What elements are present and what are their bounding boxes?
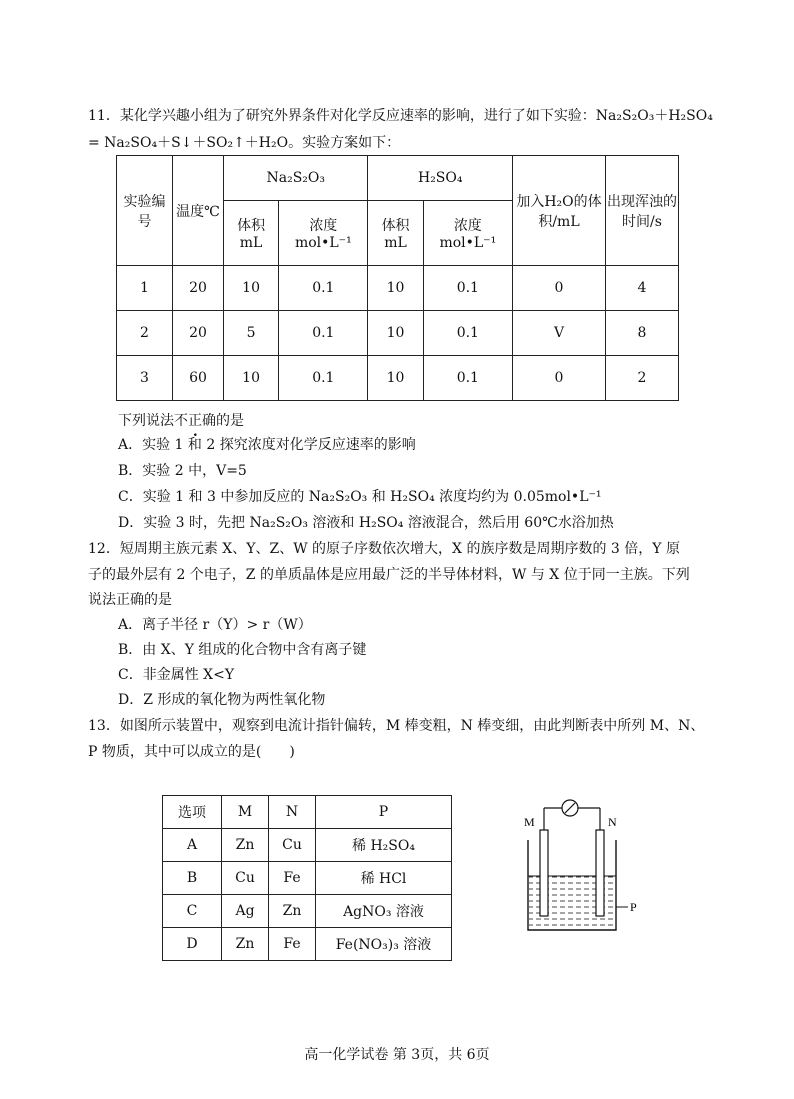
cell: B: [163, 862, 222, 895]
cell: 0: [513, 266, 606, 311]
cell: 稀 HCl: [316, 862, 452, 895]
cell: 10: [368, 311, 423, 356]
cell: 0: [513, 356, 606, 401]
header-temperature: 温度℃: [173, 156, 224, 266]
header-h2so4: H₂SO₄: [368, 156, 513, 201]
experiment-table: [116, 155, 679, 401]
cell: 5: [224, 311, 279, 356]
options-table: [162, 795, 452, 961]
table-row: [163, 829, 452, 862]
cell: A: [163, 829, 222, 862]
q11-option-a: A．实验 1 和 2 探究浓度对化学反应速率的影响: [118, 437, 416, 453]
cell: 20: [173, 266, 224, 311]
cell: 0.1: [279, 266, 368, 311]
table-row: [163, 862, 452, 895]
cell: 10: [224, 266, 279, 311]
page-footer: 高一化学试卷 第 3页，共 6页: [304, 1047, 490, 1063]
cell: V: [513, 311, 606, 356]
cell: 0.1: [423, 356, 512, 401]
q11-stem: [118, 411, 244, 431]
cell: 4: [606, 266, 679, 311]
header-option: 选项: [163, 796, 222, 829]
table-row: [117, 311, 679, 356]
header-volume-1: 体积 mL: [224, 201, 279, 266]
q11-line2: = Na₂SO₄＋S↓＋SO₂↑＋H₂O。实验方案如下：: [88, 135, 401, 151]
cell: 3: [117, 356, 173, 401]
header-concentration-2: 浓度 mol•L⁻¹: [423, 201, 512, 266]
q12-option-b: B．由 X、Y 组成的化合物中含有离子键: [118, 642, 367, 658]
cell: 10: [224, 356, 279, 401]
header-n: N: [269, 796, 316, 829]
label-m: M: [524, 815, 535, 829]
q12-option-d: D．Z 形成的氧化物为两性氧化物: [118, 692, 326, 708]
q12-line2: 子的最外层有 2 个电子，Z 的单质晶体是应用最广泛的半导体材料，W 与 X 位于同一主族。下列: [88, 567, 690, 583]
q13-line2: P 物质，其中可以成立的是( ): [88, 744, 295, 760]
cell: 10: [368, 266, 423, 311]
header-m: M: [222, 796, 269, 829]
cell: 0.1: [279, 356, 368, 401]
q11-line1: 11．某化学兴趣小组为了研究外界条件对化学反应速率的影响，进行了如下实验：Na₂S₂O₃＋H₂SO₄: [88, 108, 713, 124]
table-row: [117, 356, 679, 401]
cell: 20: [173, 311, 224, 356]
header-na2s2o3: Na₂S₂O₃: [224, 156, 368, 201]
cell: 2: [606, 356, 679, 401]
q12-option-c: C．非金属性 X<Y: [118, 667, 235, 683]
cell: Cu: [222, 862, 269, 895]
cell: Ag: [222, 895, 269, 928]
table-row: [163, 928, 452, 961]
galvanic-cell-diagram: [520, 790, 660, 940]
cell: Zn: [222, 928, 269, 961]
cell: 0.1: [423, 266, 512, 311]
electrode-m: [540, 830, 548, 916]
cell: 10: [368, 356, 423, 401]
stem-post: 的是: [216, 413, 244, 429]
header-water-volume: 加入H₂O的体积/mL: [513, 156, 606, 266]
cell: Fe: [269, 862, 316, 895]
electrode-n: [596, 830, 604, 916]
cell: 0.1: [423, 311, 512, 356]
q12-line1: 12．短周期主族元素 X、Y、Z、W 的原子序数依次增大，X 的族序数是周期序数的 3 倍，Y 原: [88, 541, 680, 557]
cell: Zn: [269, 895, 316, 928]
cell: 0.1: [279, 311, 368, 356]
cell: 1: [117, 266, 173, 311]
cell: 稀 H₂SO₄: [316, 829, 452, 862]
cell: C: [163, 895, 222, 928]
cell: Fe(NO₃)₃ 溶液: [316, 928, 452, 961]
header-p: P: [316, 796, 452, 829]
header-volume-2: 体积 mL: [368, 201, 423, 266]
cell: Cu: [269, 829, 316, 862]
q12-option-a: A．离子半径 r（Y）> r（W）: [118, 617, 312, 633]
label-p: P: [630, 900, 637, 914]
header-turbidity-time: 出现浑浊的时间/s: [606, 156, 679, 266]
cell: D: [163, 928, 222, 961]
q11-option-b: B．实验 2 中，V=5: [118, 463, 247, 479]
q12-line3: 说法正确的是: [88, 592, 172, 608]
label-n: N: [608, 815, 617, 829]
stem-emphasis: 不正确: [174, 413, 216, 429]
q13-line1: 13．如图所示装置中，观察到电流计指针偏转，M 棒变粗，N 棒变细，由此判断表中所列 M、N、: [88, 718, 705, 734]
table-row: [117, 266, 679, 311]
cell: 2: [117, 311, 173, 356]
cell: Fe: [269, 928, 316, 961]
stem-pre: 下列说法: [118, 413, 174, 429]
q11-option-c: C．实验 1 和 3 中参加反应的 Na₂S₂O₃ 和 H₂SO₄ 浓度均约为 0.05mol•L⁻¹: [118, 489, 602, 505]
cell: 8: [606, 311, 679, 356]
table-row: [163, 895, 452, 928]
cell: AgNO₃ 溶液: [316, 895, 452, 928]
header-experiment-number: 实验编号: [117, 156, 173, 266]
cell: 60: [173, 356, 224, 401]
header-concentration-1: 浓度 mol•L⁻¹: [279, 201, 368, 266]
cell: Zn: [222, 829, 269, 862]
q11-option-d: D．实验 3 时，先把 Na₂S₂O₃ 溶液和 H₂SO₄ 溶液混合，然后用 60℃水浴加热: [118, 515, 614, 531]
